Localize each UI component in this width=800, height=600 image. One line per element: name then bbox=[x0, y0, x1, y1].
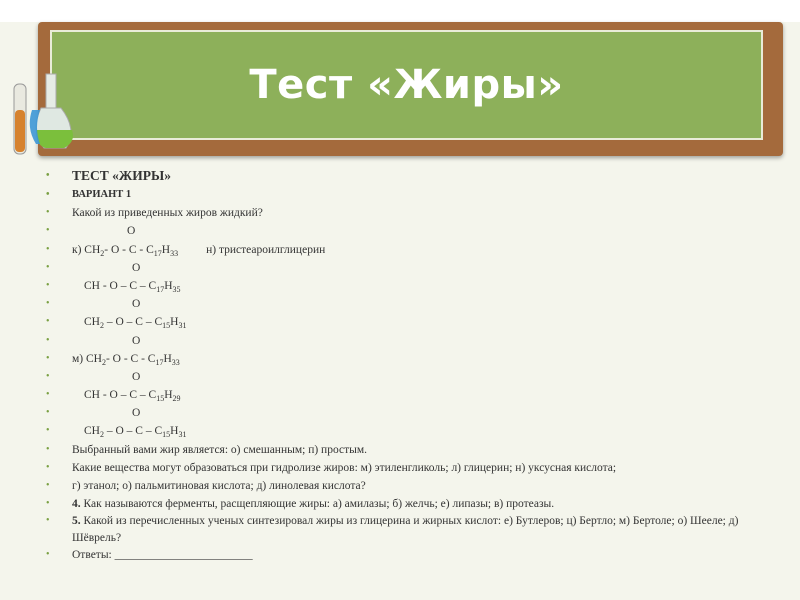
option-n: н) тристеароилглицерин bbox=[206, 243, 326, 256]
question-1: Какой из приведенных жиров жидкий? bbox=[72, 207, 263, 220]
bullet-icon: • bbox=[46, 261, 50, 273]
formula-m: м) $CH_2-$ O - C - $C_{17}H_{33}$ bbox=[72, 352, 180, 367]
bullet-icon: • bbox=[46, 334, 50, 346]
list-item bbox=[46, 546, 776, 564]
bullet-icon: • bbox=[46, 461, 50, 473]
bullet-icon: • bbox=[46, 352, 50, 364]
bullet-icon: • bbox=[46, 298, 50, 310]
list-item bbox=[46, 441, 776, 459]
list-item: • $CH_2$ – O – C – $C_{15}H_{31}$ bbox=[46, 313, 776, 331]
list-item bbox=[46, 477, 776, 495]
question-3-cont: г) этанол; о) пальмитиновая кислота; д) линолевая кислота? bbox=[72, 480, 366, 492]
list-item: • О bbox=[46, 259, 776, 277]
list-item: • $CH_2$ – O – C – $C_{15}H_{31}$ bbox=[46, 422, 776, 440]
bullet-icon: • bbox=[46, 407, 50, 419]
bullet-icon: • bbox=[46, 279, 50, 291]
bullet-icon: • bbox=[46, 549, 50, 561]
list-item bbox=[46, 241, 776, 259]
list-item: • О bbox=[46, 368, 776, 386]
list-item bbox=[46, 204, 776, 222]
title-board bbox=[38, 22, 783, 156]
bullet-icon: • bbox=[46, 480, 50, 491]
variant-label: ВАРИАНТ 1 bbox=[72, 189, 132, 200]
list-item: • О bbox=[46, 222, 776, 240]
bullet-icon: • bbox=[46, 316, 50, 328]
bullet-icon: • bbox=[46, 389, 50, 401]
lab-flask-icon bbox=[6, 70, 86, 160]
list-item: • CH - O – C – $C_{17}H_{35}$ bbox=[46, 277, 776, 295]
question-5: Какой из перечисленных ученых синтезировал жиры из глицерина и жирных кислот: е) Бутлеров; ц) Бертло; м) Бертоле; о) Шееле; д) Шёврель? bbox=[72, 515, 739, 544]
title-panel bbox=[50, 30, 763, 140]
bullet-icon: • bbox=[46, 498, 50, 510]
list-item: • О bbox=[46, 332, 776, 350]
frame-top bbox=[0, 0, 800, 22]
bullet-icon: • bbox=[46, 189, 50, 200]
bullet-icon: • bbox=[46, 370, 50, 382]
bullet-icon: • bbox=[46, 425, 50, 437]
bullet-icon: • bbox=[46, 225, 50, 237]
list-item: • О bbox=[46, 295, 776, 313]
list-item: • CH - O – C – $C_{15}H_{29}$ bbox=[46, 386, 776, 404]
question-4: Как называются ферменты, расщепляющие жиры: а) амилазы; б) желчь; е) липазы; в) протеазы. bbox=[80, 498, 555, 511]
bullet-icon: • bbox=[46, 170, 50, 181]
list-item: • О bbox=[46, 404, 776, 422]
list-item bbox=[46, 459, 776, 477]
formula-k: к) $CH_2-$ O - C - $C_{17}H_{33}$ bbox=[72, 243, 179, 258]
slide-title: Тест «Жиры» bbox=[249, 62, 564, 108]
list-item: • 5. Какой из перечисленных ученых синтезировал жиры из глицерина и жирных кислот: е) Бутлеров; ц) Бертло; м) Бертоле; о) Шееле; д) Шёврель? bbox=[46, 515, 739, 544]
bullet-icon: • bbox=[46, 515, 50, 527]
question-2: Выбранный вами жир является: о) смешанным; п) простым. bbox=[72, 443, 368, 456]
list-item bbox=[46, 186, 776, 204]
bullet-icon: • bbox=[46, 243, 50, 255]
list-item bbox=[46, 165, 776, 186]
answers-line: Ответы: ________________________ bbox=[72, 549, 253, 562]
bullet-icon: • bbox=[46, 443, 50, 455]
test-content bbox=[46, 165, 776, 565]
list-item bbox=[46, 350, 776, 368]
bullet-icon: • bbox=[46, 207, 50, 219]
test-heading: ТЕСТ «ЖИРЫ» bbox=[72, 168, 171, 183]
question-3: Какие вещества могут образоваться при гидролизе жиров: м) этиленгликоль; л) глицерин; н) уксусная кислота; bbox=[72, 461, 617, 474]
list-item: • 4. Как называются ферменты, расщепляющие жиры: а) амилазы; б) желчь; е) липазы; в) протеазы. bbox=[46, 495, 776, 513]
